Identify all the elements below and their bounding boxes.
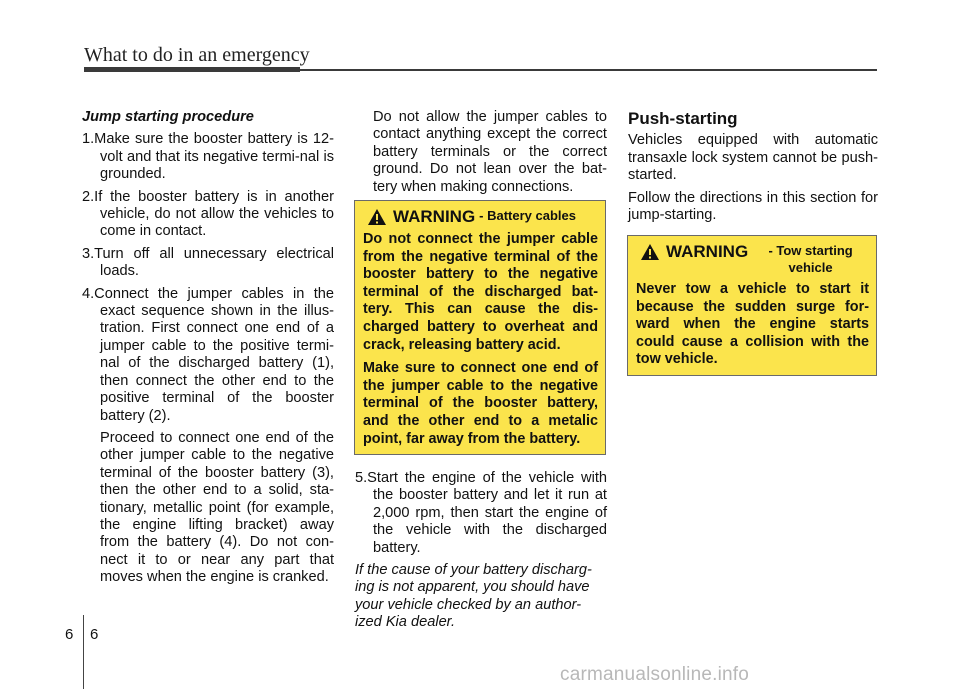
- push-start-text-1: Vehicles equipped with automatic transaxle lock system cannot be push-started.: [628, 132, 878, 184]
- page-header-title: What to do in an emergency: [84, 44, 310, 66]
- section-heading-push-starting: Push-starting: [628, 109, 738, 128]
- warning-subject: - Battery cables: [479, 208, 576, 223]
- page-number: 6: [90, 626, 99, 643]
- column-3: [628, 110, 878, 229]
- section-heading-jump-starting: Jump starting procedure: [82, 109, 254, 125]
- warning-text: Never tow a vehicle to start it because the sudden surge for-ward when the engine starts could cause a collision with the tow vehicle.: [636, 281, 869, 368]
- header-rule-thick: [84, 67, 300, 72]
- warning-text-1: Do not connect the jumper cable from the negative terminal of the booster battery to the negative terminal of the discharged bat-tery. This can cause the dis-charged battery to overheat and crack, releasing battery acid.: [363, 231, 598, 353]
- warning-triangle-icon: [367, 208, 387, 226]
- step-3: 3.Turn off all unnecessary electrical loads.: [82, 245, 334, 280]
- footer-divider: [83, 615, 84, 689]
- step-5: 5.Start the engine of the vehicle with the booster battery and let it run at 2,000 rpm, then start the engine of the vehicle with the discharged battery.: [355, 470, 607, 556]
- column-2-bottom: [355, 470, 607, 637]
- warning-triangle-icon: [640, 243, 660, 261]
- chapter-number: 6: [65, 626, 74, 643]
- step-4: 4.Connect the jumper cables in the exact sequence shown in the illus-tration. First connect one end of a jumper cable to the positive termi-nal of the discharged battery (1), then connect the other end to the positive terminal of the booster battery (2).: [82, 285, 334, 424]
- step-2: 2.If the booster battery is in another vehicle, do not allow the vehicles to come in contact.: [82, 188, 334, 240]
- warning-label: WARNING: [393, 207, 476, 226]
- warning-label: WARNING: [666, 242, 749, 261]
- step-1: 1.Make sure the booster battery is 12-volt and that its negative termi-nal is grounded.: [82, 131, 334, 183]
- column-1: [82, 109, 334, 592]
- step-4-cables-note: Do not allow the jumper cables to contact anything except the correct battery terminals or the correct ground. Do not lean over the bat-tery when making connections.: [373, 109, 607, 195]
- step-4-continued: Proceed to connect one end of the other jumper cable to the negative terminal of the booster battery (3), then the other end to a solid, sta-tionary, metallic point (for example, the engine lifting bracket) away from the battery (4). Do not con-nect it to or near any part that moves when the engine is cranked.: [100, 429, 334, 586]
- warning-subject: - Tow starting vehicle: [768, 243, 853, 275]
- push-start-text-2: Follow the directions in this section for jump-starting.: [628, 189, 878, 224]
- column-2-top: [355, 109, 607, 201]
- watermark: carmanualsonline.info: [560, 664, 750, 685]
- warning-text-2: Make sure to connect one end of the jumper cable to the negative terminal of the booster battery, and the other end to a metalic point, far away from the battery.: [363, 360, 598, 447]
- warning-box-battery-cables: [354, 200, 606, 455]
- header-rule-thin: [300, 69, 877, 71]
- warning-box-tow-starting: [627, 235, 877, 376]
- dealer-note: If the cause of your battery discharg-ing is not apparent, you should have your vehicle checked by an author-ized Kia dealer.: [355, 562, 592, 631]
